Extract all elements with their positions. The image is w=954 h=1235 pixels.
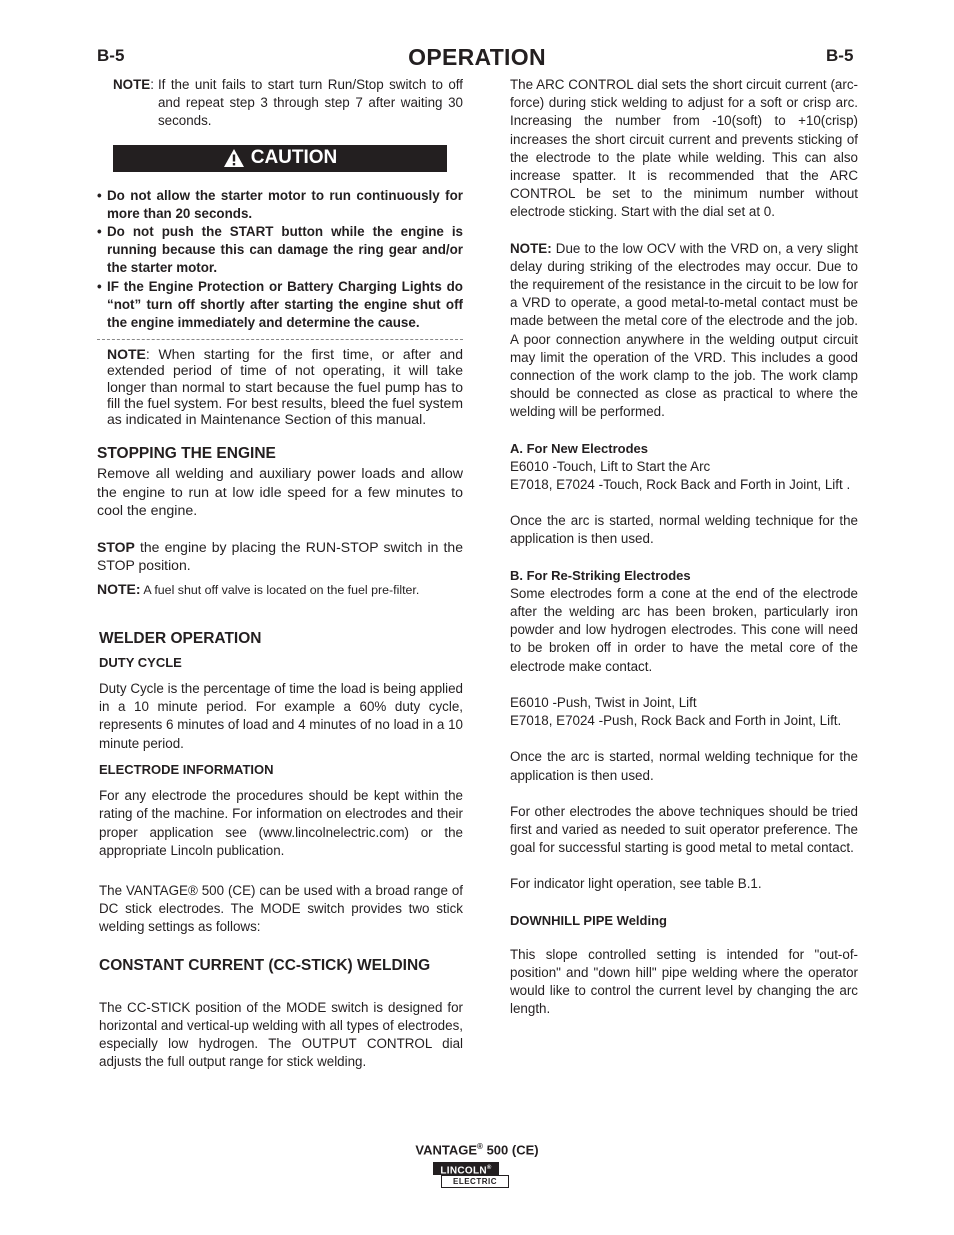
restart-note: NOTE : If the unit fails to start turn Run/Stop switch to off and repeat step 3 through step 7 after waiting 30 seconds. [97,76,463,131]
downhill-heading: DOWNHILL PIPE Welding [510,912,667,928]
list-item: E7018, E7024 - Touch, Rock Back and Forth in Joint, Lift . [510,477,851,493]
caution-banner [113,145,447,172]
note-text: If the unit fails to start turn Run/Stop switch to off and repeat step 3 through step 7 after waiting 30 seconds. [157,77,463,129]
stop-instruction: STOP the engine by placing the RUN-STOP switch in the STOP position. [97,539,463,574]
note-label: NOTE [113,77,151,92]
list-item: E6010 - Push, Twist in Joint, Lift [510,694,697,710]
electrode-heading: ELECTRODE INFORMATION [99,761,274,777]
duty-text: Duty Cycle is the percentage of time the load is being applied in a 10 minute period. For example a 60% duty cycle, represents 6 minutes of load and 4 minutes of no load in a 10 minute period. [99,681,463,751]
stopping-text: Remove all welding and auxiliary power loads and allow the engine to run at low idle speed for a few minutes to cool the engine. [97,466,463,519]
welder-heading: WELDER OPERATION [99,629,262,647]
lincoln-electric-logo: LINCOLN® ELECTRIC [433,1162,509,1188]
stopping-heading: STOPPING THE ENGINE [97,445,276,463]
once-started-text-2: Once the arc is started, normal welding technique for the application is then used. [510,749,858,783]
page-number-right: B-5 [826,46,854,65]
caution-label: CAUTION [250,147,338,168]
warning-triangle-icon [223,148,245,168]
page-title: OPERATION [408,44,546,70]
list-item: • Do not push the START button while the engine is running because this can damage the ring gear and/or the starter motor. [97,224,463,276]
first-start-note: NOTE: When starting for the first time, or after and extended period of time of not operating, it will take longer than normal to start because the fuel pump has to fill the fuel system. For best results, bleed the fuel system as indicated in Maintenance Section of this manual. [107,346,463,428]
indicator-text: For indicator light operation, see table B.1. [510,876,762,892]
page-number-left: B-5 [97,46,125,65]
vantage-text: The VANTAGE® 500 (CE) can be used with a broad range of DC stick electrodes. The MODE switch provides two stick welding settings as follows: [99,882,463,935]
list-item: E6010 - Touch, Lift to Start the Arc [510,458,711,474]
other-electrodes-text: For other electrodes the above techniques should be tried first and varied as needed to suit operator preference. The goal for successful starting is good metal to metal contact. [510,803,858,856]
right-column [510,76,858,1019]
arc-control-text: The ARC CONTROL dial sets the short circuit current (arc-force) during stick welding to adjust for a soft or crisp arc. Increasing the number from -10(soft) to +10(crisp) increases the short circuit current and prevents sticking of the electrode to the plate while welding. This can also increase spatter. It is recommended that the ARC CONTROL be set to the minimum number without electrode sticking. Start with the dial set at 0. [510,77,858,220]
list-item: • Do not allow the starter motor to run continuously for more than 20 seconds. [97,187,463,221]
caution-list [97,187,463,333]
divider [97,339,463,340]
list-item: • IF the Engine Protection or Battery Charging Lights do “not” turn off shortly after starting the engine shut off the engine immediately and determine the cause. [97,278,463,331]
new-electrodes-heading: A. For New Electrodes [510,440,648,456]
vrd-note: NOTE: Due to the low OCV with the VRD on, a very slight delay during striking of the electrodes may occur. Due to the requirement of the resistance in the circuit to be low for a VRD to operate, a good metal-to-metal contact must be made between the metal core of the electrode and the job. A poor connection anywhere in the welding output circuit may limit the operation of the VRD. This includes a good connection of the work clamp to the job. The work clamp should be connected as close as practical to where the welding will be performed. [510,240,858,420]
cc-heading: CONSTANT CURRENT (CC-STICK) WELDING [99,956,431,974]
fuel-note: NOTE: A fuel shut off valve is located on the fuel pre-filter. [97,581,420,598]
duty-heading: DUTY CYCLE [99,654,182,670]
left-column [97,76,463,1072]
once-started-text: Once the arc is started, normal welding technique for the application is then used. [510,513,858,547]
electrode-text: For any electrode the procedures should be kept within the rating of the machine. For information on electrodes and their proper application see (www.lincolnelectric.com) or the appropriate Lincoln publication. [99,788,463,858]
restriking-heading: B. For Re-Striking Electrodes [510,567,691,583]
cc-text: The CC-STICK position of the MODE switch is designed for horizontal and vertical-up welding with all types of electrodes, especially low hydrogen. The OUTPUT CONTROL dial adjusts the full output range for stick welding. [99,999,463,1070]
list-item: E7018, E7024 - Push, Rock Back and Forth in Joint, Lift. [510,713,842,729]
downhill-text: This slope controlled setting is intended for "out-of-position" and "down hill" pipe welding where the operator would like to control the current level by changing the arc length. [510,946,858,1017]
restriking-text: Some electrodes form a cone at the end of the electrode after the welding arc has been broken, particularly iron powder and low hydrogen electrodes. This cone will need to be broken off in order to have the metal core of the electrode make contact. [510,585,858,674]
footer-model: VANTAGE® 500 (CE) [415,1142,539,1158]
